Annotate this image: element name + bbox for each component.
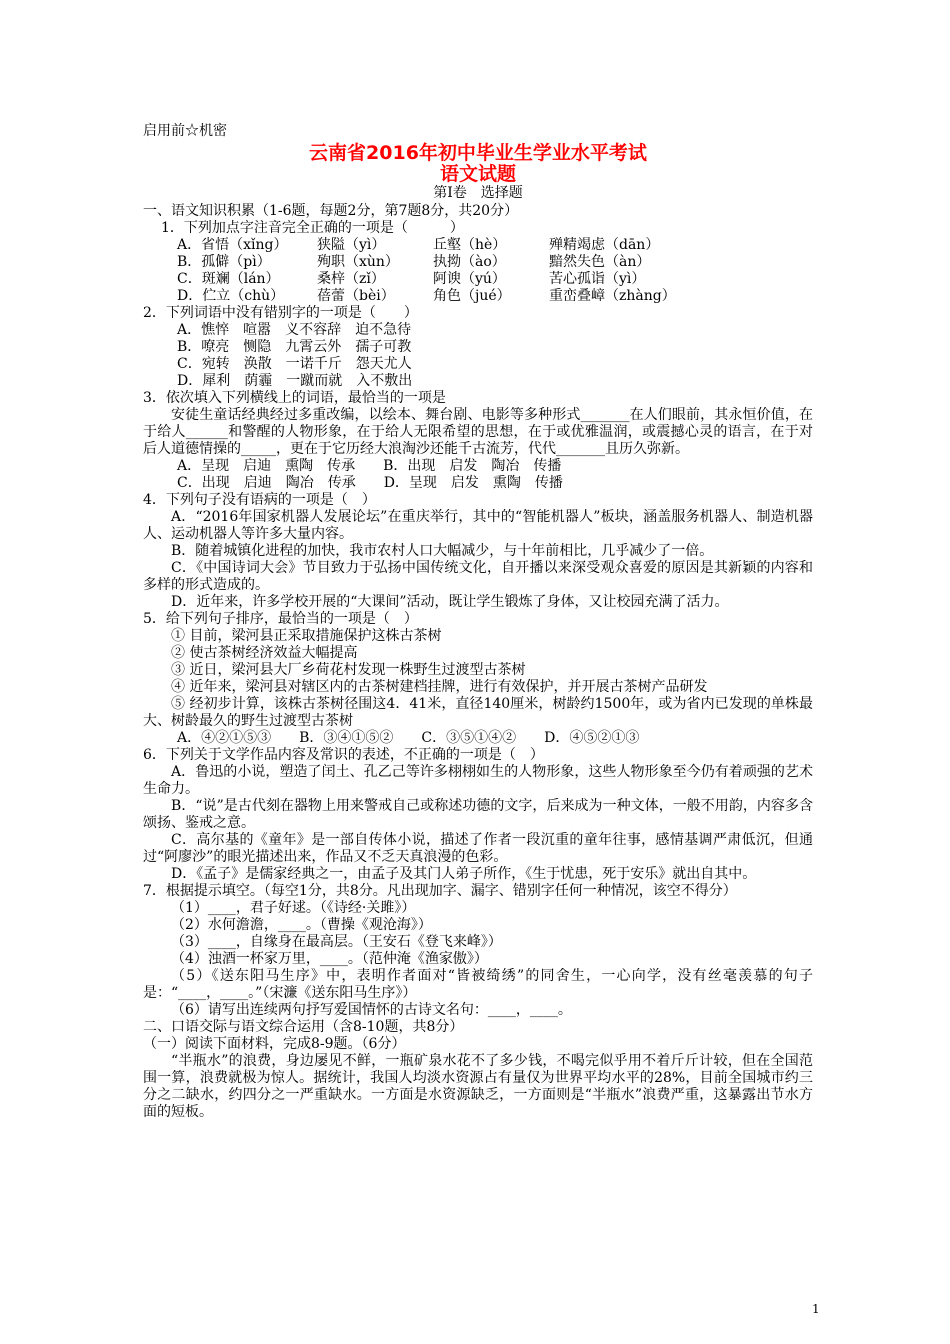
section-heading: 二、口语交际与语文综合运用（含8-10题，共8分） [143, 1019, 464, 1035]
option: A．呈现 启迪 熏陶 传承 B．出现 启发 陶冶 传播 [177, 458, 562, 474]
exam-subtitle: 语文试题 [439, 163, 516, 185]
question-stem: 3．依次填入下列横线上的词语，最恰当的一项是 [143, 390, 446, 406]
option: C．出现 启迪 陶冶 传承 D．呈现 启发 熏陶 传播 [177, 475, 563, 491]
fill-item: （1）____，君子好逑。（《诗经·关雎》） [171, 900, 416, 916]
sentence: ⑤ 经初步计算，该株古茶树径围这4．41米，直径140厘米，树龄约1500年，或为省内已发现的单株最大、树龄最久的野生过渡型古茶树 [143, 696, 813, 729]
section-heading: 一、语文知识积累（1-6题，每题2分，第7题8分，共20分） [143, 203, 519, 219]
option: C．宛转 涣散 一诺千斤 怨天尤人 [177, 356, 412, 372]
option-row: B．孤僻（pì） 殉职（xùn） 执拗（ào） 黯然失色（àn） [177, 254, 651, 270]
question-stem: 4．下列句子没有语病的一项是（ ） [143, 492, 376, 508]
option: C．《中国诗词大会》节目致力于弘扬中国传统文化，自开播以来深受观众喜爱的原因是其新颖的内容和多样的形式造成的。 [143, 560, 813, 593]
option: A．憔悴 喧嚣 义不容辞 迫不急待 [177, 322, 412, 338]
fill-item: （4）浊酒一杯家万里，____。（范仲淹《渔家傲》） [171, 951, 488, 967]
option: A．鲁迅的小说，塑造了闰土、孔乙己等许多栩栩如生的人物形象，这些人物形象至今仍有着顽强的艺术生命力。 [143, 764, 813, 797]
confidential-label: 启用前☆机密 [143, 123, 227, 139]
option: B．嘹亮 恻隐 九霄云外 孺子可教 [177, 339, 412, 355]
fill-item: （3）____，自缘身在最高层。（王安石《登飞来峰》） [171, 934, 502, 950]
volume-heading: 第Ⅰ卷 选择题 [433, 185, 523, 201]
option: B．随着城镇化进程的加快，我市农村人口大幅减少，与十年前相比，几乎减少了一倍。 [171, 543, 714, 559]
sentence: ③ 近日，梁河县大厂乡荷花村发现一株野生过渡型古茶树 [171, 662, 526, 678]
option-row: C．斑斓（lán） 桑梓（zǐ） 阿谀（yú） 苦心孤诣（yì） [177, 271, 646, 287]
question-passage: 安徒生童话经典经过多重改编，以绘本、舞台剧、电影等多种形式_______在人们眼前，其永恒价值，在于给人______和警醒的人物形象，在于给人无限希望的思想，在于或优雅温润，或震撼心灵的语言，在于对后人道德情操的_____，更在于它历经大浪淘沙还能千古流芳，代代_______且历久弥新。 [143, 407, 813, 457]
exam-page [143, 120, 813, 1121]
fill-item: （6）请写出连续两句抒写爱国情怀的古诗文名句：____，____。 [171, 1002, 572, 1018]
question-stem: 1．下列加点字注音完全正确的一项是（ ） [161, 220, 464, 236]
option: B．“说”是古代刻在器物上用来警戒自己或称述功德的文字，后来成为一种文体，一般不用韵，内容多含颂扬、鉴戒之意。 [143, 798, 813, 831]
option: D．近年来，许多学校开展的“大课间”活动，既让学生锻炼了身体，又让校园充满了活力。 [171, 594, 729, 610]
option: D．《孟子》是儒家经典之一，由孟子及其门人弟子所作，《生于忧患，死于安乐》就出自其中。 [171, 866, 757, 882]
option-row: A．④②①⑤③ B．③④①⑤② C．③⑤①④② D．④⑤②①③ [177, 730, 640, 746]
option: C．高尔基的《童年》是一部自传体小说，描述了作者一段沉重的童年往事，感情基调严肃低沉，但通过“阿廖沙”的眼光描述出来，作品又不乏天真浪漫的色彩。 [143, 832, 813, 865]
sentence: ④ 近年来，梁河县对辖区内的古茶树建档挂牌，进行有效保护，并开展古茶树产品研发 [171, 679, 708, 695]
sentence: ② 使古茶树经济效益大幅提高 [171, 645, 358, 661]
fill-item: （2）水何澹澹，____。（曹操《观沧海》） [171, 917, 432, 933]
option-row: A．省悟（xǐng） 狭隘（yì） 丘壑（hè） 殚精竭虑（dān） [177, 237, 660, 253]
sentence: ① 目前，梁河县正采取措施保护这株古茶树 [171, 628, 442, 644]
page-number: 1 [812, 1302, 820, 1316]
question-stem: 6．下列关于文学作品内容及常识的表述，不正确的一项是（ ） [143, 747, 544, 763]
option: D．犀利 荫霾 一蹴而就 入不敷出 [177, 373, 413, 389]
question-stem: 7．根据提示填空。（每空1分，共8分。凡出现加字、漏字、错别字任何一种情况，该空不得分） [143, 883, 737, 899]
reading-passage: “半瓶水”的浪费，身边屡见不鲜，一瓶矿泉水花不了多少钱，不喝完似乎用不着斤斤计较，但在全国范围一算，浪费就极为惊人。据统计，我国人均淡水资源占有量仅为世界平均水平的28%，目前全国城市约三分之二缺水，约四分之一严重缺水。一方面是水资源缺乏，一方面则是“半瓶水”浪费严重，这暴露出节水方面的短板。 [143, 1053, 813, 1120]
option-row: D．伫立（chù） 蓓蕾（bèi） 角色（jué） 重峦叠嶂（zhàng） [177, 288, 676, 304]
fill-item: （5）《送东阳马生序》中，表明作者面对“皆被绮绣”的同舍生，一心向学，没有丝毫羡慕的句子是：“____，____。”（宋濂《送东阳马生序》） [143, 968, 813, 1001]
question-options [143, 237, 813, 305]
option: A．“2016年国家机器人发展论坛”在重庆举行，其中的“智能机器人”板块，涵盖服务机器人、制造机器人、运动机器人等许多大量内容。 [143, 509, 813, 542]
question-stem: 5．给下列句子排序，最恰当的一项是（ ） [143, 611, 418, 627]
exam-title: 云南省2016年初中毕业生学业水平考试 [309, 142, 647, 164]
question-stem: 2．下列词语中没有错别字的一项是（ ） [143, 305, 418, 321]
subsection-heading: （一）阅读下面材料，完成8-9题。（6分） [143, 1036, 406, 1052]
